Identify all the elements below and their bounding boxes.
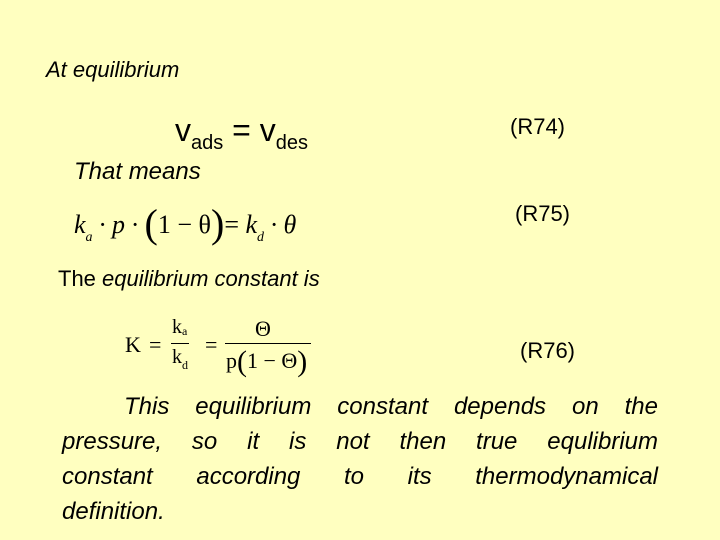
equation-label-r75: (R75) bbox=[515, 201, 571, 226]
equals-sign: = bbox=[224, 210, 239, 239]
dot-operator: · bbox=[99, 210, 106, 239]
ads-subscript: ads bbox=[191, 132, 224, 154]
equation-r75 bbox=[74, 196, 297, 246]
paragraph-line: constant according to its thermodynamical bbox=[62, 463, 658, 490]
dot-operator: · bbox=[270, 210, 278, 239]
equilibrium-constant-text bbox=[58, 266, 320, 292]
equation-r74 bbox=[175, 112, 308, 154]
ka-subscript: a bbox=[85, 230, 93, 245]
equals-sign: = bbox=[149, 332, 162, 357]
dot-operator: · bbox=[131, 210, 139, 239]
paragraph-line: This equilibrium constant depends on the bbox=[124, 393, 658, 420]
equals-sign: = bbox=[205, 332, 218, 357]
numerator-k: ka bbox=[172, 316, 188, 338]
numerator-theta: Θ bbox=[255, 316, 271, 341]
paragraph-line: pressure, so it is not then true equlibrium bbox=[62, 428, 658, 455]
one-minus-theta: 1 − θ bbox=[157, 210, 211, 239]
fraction-bar bbox=[171, 343, 189, 344]
paragraph-line: definition. bbox=[62, 498, 165, 525]
ka-symbol: k bbox=[74, 210, 86, 239]
kd-symbol: k bbox=[245, 210, 258, 239]
right-paren: ) bbox=[211, 201, 225, 246]
equation-label-r74: (R74) bbox=[510, 114, 566, 139]
v-ads-symbol: v bbox=[175, 112, 191, 148]
p-symbol: p bbox=[112, 210, 126, 239]
left-paren: ( bbox=[144, 201, 158, 246]
that-means-text: That means bbox=[74, 158, 201, 185]
equation-r76 bbox=[125, 318, 325, 378]
denominator-expression: p(1 − Θ) bbox=[226, 345, 308, 378]
equilibrium-constant-phrase: equilibrium constant is bbox=[102, 266, 320, 291]
equals-sign: = bbox=[232, 112, 251, 148]
the-word: The bbox=[58, 266, 103, 291]
v-des-symbol: v bbox=[259, 112, 276, 148]
heading-at-equilibrium: At equilibrium bbox=[46, 57, 180, 82]
equation-label-r76: (R76) bbox=[520, 338, 576, 363]
denominator-k: $k_d$ bbox=[172, 346, 188, 372]
theta-symbol: θ bbox=[283, 210, 297, 239]
explanation-paragraph bbox=[62, 389, 658, 529]
des-subscript: des bbox=[275, 132, 308, 154]
K-symbol: K bbox=[125, 332, 141, 357]
kd-subscript: d bbox=[257, 230, 265, 245]
